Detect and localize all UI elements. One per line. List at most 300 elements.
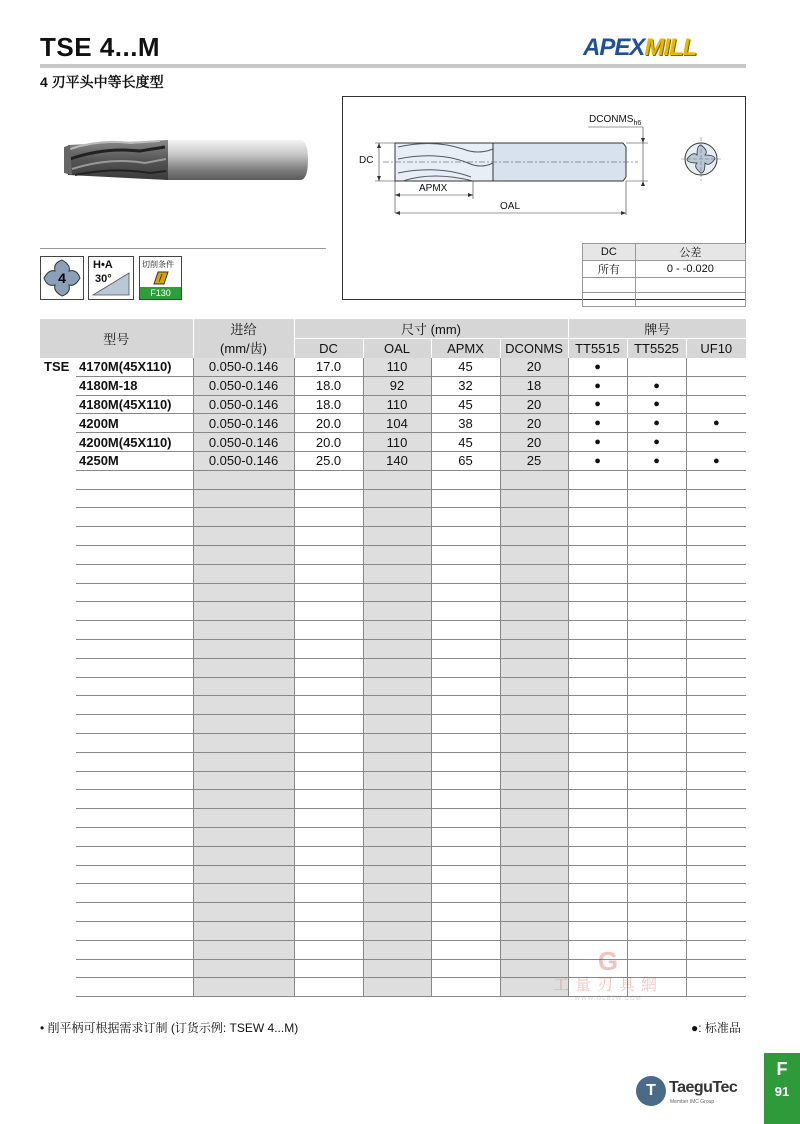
cell-oal <box>363 771 431 790</box>
cell-feed <box>193 959 294 978</box>
cell-model <box>76 790 193 809</box>
model-prefix <box>40 790 76 809</box>
logo-apex: APEX <box>583 34 645 61</box>
cell-feed <box>193 696 294 715</box>
cell-g2 <box>627 358 686 377</box>
cell-oal: 140 <box>363 451 431 470</box>
model-prefix <box>40 470 76 489</box>
watermark-text: 工量刃具網 <box>552 977 663 994</box>
cell-g1 <box>568 752 627 771</box>
cell-oal <box>363 978 431 997</box>
cell-g1: ● <box>568 395 627 414</box>
cell-model <box>76 865 193 884</box>
empty-table-row <box>40 715 746 734</box>
empty-table-row <box>40 583 746 602</box>
cell-model: 4180M(45X110) <box>76 395 193 414</box>
cell-dc <box>294 790 363 809</box>
cell-g1 <box>568 884 627 903</box>
cell-g3 <box>686 508 746 527</box>
oal-label: OAL <box>500 201 521 212</box>
cell-apmx <box>431 508 500 527</box>
header-uf10: UF10 <box>686 339 746 358</box>
cell-feed <box>193 790 294 809</box>
header-grades: 牌号 <box>568 319 746 339</box>
cell-apmx <box>431 564 500 583</box>
cell-dc <box>294 527 363 546</box>
cell-feed <box>193 940 294 959</box>
cell-g3 <box>686 940 746 959</box>
cell-dc <box>294 621 363 640</box>
model-prefix <box>40 940 76 959</box>
cell-model <box>76 583 193 602</box>
cell-g1: ● <box>568 358 627 377</box>
cell-apmx <box>431 865 500 884</box>
cell-g3 <box>686 583 746 602</box>
taegutec-mark-icon: T <box>636 1076 666 1106</box>
title-rule <box>40 64 746 68</box>
cell-oal <box>363 527 431 546</box>
cell-dconms <box>500 621 568 640</box>
cell-oal <box>363 545 431 564</box>
cell-dconms <box>500 715 568 734</box>
cell-apmx <box>431 470 500 489</box>
apexmill-logo <box>583 34 696 62</box>
model-prefix <box>40 527 76 546</box>
cutting-condition-badge <box>139 256 182 300</box>
cell-model <box>76 903 193 922</box>
cell-oal: 110 <box>363 433 431 452</box>
empty-table-row <box>40 527 746 546</box>
cell-model <box>76 809 193 828</box>
cell-dconms <box>500 489 568 508</box>
cell-dconms <box>500 771 568 790</box>
cell-dconms <box>500 865 568 884</box>
tolerance-empty-row <box>583 292 746 307</box>
cell-apmx <box>431 733 500 752</box>
model-prefix <box>40 978 76 997</box>
cell-apmx <box>431 771 500 790</box>
cell-feed <box>193 809 294 828</box>
header-tt5525: TT5525 <box>627 339 686 358</box>
helix-angle-icon <box>89 257 133 299</box>
cell-model <box>76 771 193 790</box>
cell-dconms: 20 <box>500 358 568 377</box>
cell-oal <box>363 733 431 752</box>
cell-g3 <box>686 696 746 715</box>
cell-dc: 18.0 <box>294 395 363 414</box>
product-table <box>40 319 746 997</box>
cell-oal <box>363 940 431 959</box>
cell-feed <box>193 489 294 508</box>
cell-feed: 0.050-0.146 <box>193 395 294 414</box>
cell-dconms: 25 <box>500 451 568 470</box>
photo-divider <box>40 248 326 249</box>
cell-apmx <box>431 884 500 903</box>
cell-dconms <box>500 527 568 546</box>
cell-feed <box>193 602 294 621</box>
cell-model <box>76 921 193 940</box>
cell-dc <box>294 959 363 978</box>
cell-dc <box>294 639 363 658</box>
cell-g3 <box>686 677 746 696</box>
cell-feed: 0.050-0.146 <box>193 376 294 395</box>
cell-g3 <box>686 545 746 564</box>
header-dc: DC <box>294 339 363 358</box>
cell-feed <box>193 903 294 922</box>
cell-g3 <box>686 921 746 940</box>
header-model: 型号 <box>40 319 193 358</box>
helix-angle-badge <box>88 256 134 300</box>
section-tab <box>764 1053 800 1124</box>
cell-model <box>76 508 193 527</box>
table-body <box>40 358 746 997</box>
model-prefix <box>40 545 76 564</box>
cell-dconms <box>500 846 568 865</box>
cell-feed <box>193 921 294 940</box>
cell-g1 <box>568 865 627 884</box>
h6-text: h6 <box>633 120 642 127</box>
cell-dconms <box>500 602 568 621</box>
cell-feed <box>193 978 294 997</box>
cell-g1 <box>568 527 627 546</box>
cell-dc <box>294 771 363 790</box>
cell-model <box>76 489 193 508</box>
cell-g3 <box>686 470 746 489</box>
cell-g3 <box>686 358 746 377</box>
watermark-url: WWW.GLBJW.COM <box>574 996 642 1002</box>
cell-g2 <box>627 639 686 658</box>
cell-feed <box>193 884 294 903</box>
cell-g3 <box>686 959 746 978</box>
cell-g2 <box>627 564 686 583</box>
table-row <box>40 451 746 470</box>
cell-apmx <box>431 921 500 940</box>
cell-model <box>76 978 193 997</box>
header-feed-unit: (mm/齿) <box>220 341 267 357</box>
cell-dconms <box>500 752 568 771</box>
cell-g2 <box>627 508 686 527</box>
cell-feed <box>193 846 294 865</box>
empty-table-row <box>40 508 746 527</box>
dc-label: DC <box>359 155 374 166</box>
cell-dc: 20.0 <box>294 433 363 452</box>
empty-table-row <box>40 621 746 640</box>
cell-g2 <box>627 846 686 865</box>
cell-g2 <box>627 827 686 846</box>
cell-g3 <box>686 978 746 997</box>
model-prefix <box>40 752 76 771</box>
model-prefix <box>40 884 76 903</box>
cell-dconms <box>500 639 568 658</box>
cell-model <box>76 545 193 564</box>
cell-dconms <box>500 564 568 583</box>
cell-g1 <box>568 658 627 677</box>
cell-feed <box>193 621 294 640</box>
cell-dc <box>294 583 363 602</box>
cell-g2 <box>627 921 686 940</box>
cell-apmx: 45 <box>431 433 500 452</box>
cell-dconms: 18 <box>500 376 568 395</box>
cutting-code: F130 <box>140 287 181 299</box>
cell-g1 <box>568 639 627 658</box>
cell-g1 <box>568 564 627 583</box>
cell-apmx <box>431 827 500 846</box>
cell-g2 <box>627 884 686 903</box>
cell-apmx: 45 <box>431 395 500 414</box>
cell-dconms <box>500 658 568 677</box>
cell-oal <box>363 921 431 940</box>
cell-dc <box>294 470 363 489</box>
cell-feed <box>193 527 294 546</box>
cell-g3 <box>686 809 746 828</box>
cell-apmx <box>431 978 500 997</box>
cell-dc <box>294 978 363 997</box>
cell-g3 <box>686 733 746 752</box>
cell-g2 <box>627 602 686 621</box>
model-prefix <box>40 865 76 884</box>
empty-table-row <box>40 733 746 752</box>
cell-feed <box>193 771 294 790</box>
cell-dconms <box>500 583 568 602</box>
cell-dconms: 20 <box>500 433 568 452</box>
cell-g2: ● <box>627 451 686 470</box>
cell-g2 <box>627 470 686 489</box>
cell-g2: ● <box>627 376 686 395</box>
helix-label: H•A <box>93 259 113 271</box>
dconms-text: DCONMS <box>589 114 634 125</box>
page-title: TSE 4...M <box>40 32 161 62</box>
footnote-standard: ●: 标准品 <box>691 1021 741 1035</box>
cell-feed: 0.050-0.146 <box>193 358 294 377</box>
taegutec-logo-text: TaeguTec <box>669 1079 738 1096</box>
cell-dc <box>294 940 363 959</box>
model-prefix <box>40 621 76 640</box>
dimension-drawing <box>343 97 745 243</box>
cell-g1 <box>568 715 627 734</box>
empty-table-row <box>40 639 746 658</box>
cell-apmx <box>431 715 500 734</box>
cell-dc: 18.0 <box>294 376 363 395</box>
cell-apmx <box>431 696 500 715</box>
cell-dc: 17.0 <box>294 358 363 377</box>
cell-g2 <box>627 809 686 828</box>
cell-model <box>76 696 193 715</box>
empty-table-row <box>40 677 746 696</box>
cell-g2 <box>627 903 686 922</box>
model-prefix <box>40 827 76 846</box>
cell-dc <box>294 809 363 828</box>
model-prefix <box>40 639 76 658</box>
cell-feed <box>193 827 294 846</box>
table-header-row-1 <box>40 319 746 339</box>
empty-table-row <box>40 602 746 621</box>
cell-model <box>76 527 193 546</box>
cell-dconms <box>500 508 568 527</box>
taegutec-logo <box>636 1072 746 1112</box>
empty-table-row <box>40 752 746 771</box>
cell-g1 <box>568 733 627 752</box>
tolerance-range: 所有 <box>583 261 636 278</box>
cell-dc <box>294 827 363 846</box>
cell-oal: 110 <box>363 395 431 414</box>
cell-g2 <box>627 790 686 809</box>
cell-g3 <box>686 621 746 640</box>
cell-oal: 110 <box>363 358 431 377</box>
cell-dconms: 20 <box>500 395 568 414</box>
empty-table-row <box>40 884 746 903</box>
cell-oal <box>363 508 431 527</box>
cell-dc <box>294 602 363 621</box>
model-prefix <box>40 658 76 677</box>
cell-g3 <box>686 602 746 621</box>
cell-model <box>76 470 193 489</box>
cell-dc <box>294 489 363 508</box>
cell-dconms <box>500 884 568 903</box>
insert-icon <box>152 270 170 286</box>
empty-table-row <box>40 545 746 564</box>
taegutec-logo-sub: Member IMC Group <box>670 1099 715 1105</box>
cell-apmx <box>431 527 500 546</box>
page-subtitle: 4 刃平头中等长度型 <box>40 74 164 90</box>
page-number: 91 <box>774 1084 790 1099</box>
cell-apmx <box>431 752 500 771</box>
cell-g1 <box>568 809 627 828</box>
model-prefix: TSE <box>44 359 70 375</box>
header-feed-label: 进给 <box>230 322 257 338</box>
model-prefix <box>40 583 76 602</box>
cell-g3 <box>686 790 746 809</box>
cell-model <box>76 677 193 696</box>
cell-model <box>76 639 193 658</box>
cell-oal <box>363 677 431 696</box>
cell-g2 <box>627 752 686 771</box>
cell-apmx: 65 <box>431 451 500 470</box>
cell-g2 <box>627 583 686 602</box>
tolerance-empty-row <box>583 278 746 293</box>
table-row <box>40 358 746 377</box>
cell-model <box>76 564 193 583</box>
cell-feed <box>193 752 294 771</box>
cell-feed <box>193 658 294 677</box>
cell-oal <box>363 658 431 677</box>
cell-g3 <box>686 865 746 884</box>
cell-apmx: 32 <box>431 376 500 395</box>
cell-dconms <box>500 921 568 940</box>
dconms-label <box>589 114 641 127</box>
cell-g2 <box>627 771 686 790</box>
cell-g2 <box>627 696 686 715</box>
cell-oal <box>363 715 431 734</box>
model-prefix <box>40 733 76 752</box>
cell-g3 <box>686 884 746 903</box>
cell-model: 4250M <box>76 451 193 470</box>
model-prefix <box>40 395 76 414</box>
cell-model: 4170M(45X110) <box>76 358 193 377</box>
tolerance-value: 0 - -0.020 <box>635 261 745 278</box>
tolerance-table <box>582 243 746 307</box>
cell-dc <box>294 884 363 903</box>
cell-apmx: 45 <box>431 358 500 377</box>
cell-apmx <box>431 959 500 978</box>
cell-g2 <box>627 658 686 677</box>
cell-dc <box>294 903 363 922</box>
tolerance-header-dc: DC <box>583 244 636 261</box>
cell-feed <box>193 733 294 752</box>
cell-apmx: 38 <box>431 414 500 433</box>
four-flute-icon <box>41 257 83 299</box>
cell-dc <box>294 545 363 564</box>
cell-g1 <box>568 771 627 790</box>
cell-g3 <box>686 639 746 658</box>
model-prefix <box>40 846 76 865</box>
cell-oal <box>363 583 431 602</box>
cell-g1 <box>568 790 627 809</box>
table-row <box>40 414 746 433</box>
model-prefix <box>40 903 76 922</box>
cell-oal <box>363 564 431 583</box>
cell-g3 <box>686 771 746 790</box>
cell-dc <box>294 865 363 884</box>
cell-model: 4200M <box>76 414 193 433</box>
cell-g3 <box>686 903 746 922</box>
cell-g1: ● <box>568 433 627 452</box>
cell-dconms: 20 <box>500 414 568 433</box>
cell-apmx <box>431 583 500 602</box>
model-prefix <box>40 809 76 828</box>
cell-model: 4180M-18 <box>76 376 193 395</box>
cell-apmx <box>431 658 500 677</box>
cell-oal <box>363 809 431 828</box>
cell-oal <box>363 790 431 809</box>
cell-oal <box>363 639 431 658</box>
cell-dc <box>294 658 363 677</box>
cell-g1 <box>568 621 627 640</box>
cell-dc <box>294 733 363 752</box>
flute-count-badge <box>40 256 84 300</box>
cell-dconms <box>500 733 568 752</box>
empty-table-row <box>40 696 746 715</box>
cell-g3 <box>686 715 746 734</box>
cell-g1 <box>568 677 627 696</box>
cell-oal <box>363 846 431 865</box>
cell-dconms <box>500 827 568 846</box>
model-prefix <box>40 451 76 470</box>
cell-model <box>76 621 193 640</box>
empty-table-row <box>40 865 746 884</box>
cell-g2 <box>627 621 686 640</box>
cell-g3 <box>686 376 746 395</box>
model-prefix <box>40 677 76 696</box>
model-prefix <box>40 959 76 978</box>
table-row <box>40 433 746 452</box>
cell-g1 <box>568 827 627 846</box>
cell-g2 <box>627 677 686 696</box>
section-letter: F <box>776 1059 788 1079</box>
cell-oal <box>363 489 431 508</box>
cell-feed: 0.050-0.146 <box>193 433 294 452</box>
end-mill-photo <box>60 135 310 185</box>
cell-g1 <box>568 583 627 602</box>
cell-feed <box>193 545 294 564</box>
cell-apmx <box>431 940 500 959</box>
model-prefix <box>40 376 76 395</box>
cell-model <box>76 752 193 771</box>
header-feed <box>193 319 294 358</box>
cell-oal <box>363 827 431 846</box>
cell-model <box>76 715 193 734</box>
empty-table-row <box>40 809 746 828</box>
cell-feed: 0.050-0.146 <box>193 451 294 470</box>
